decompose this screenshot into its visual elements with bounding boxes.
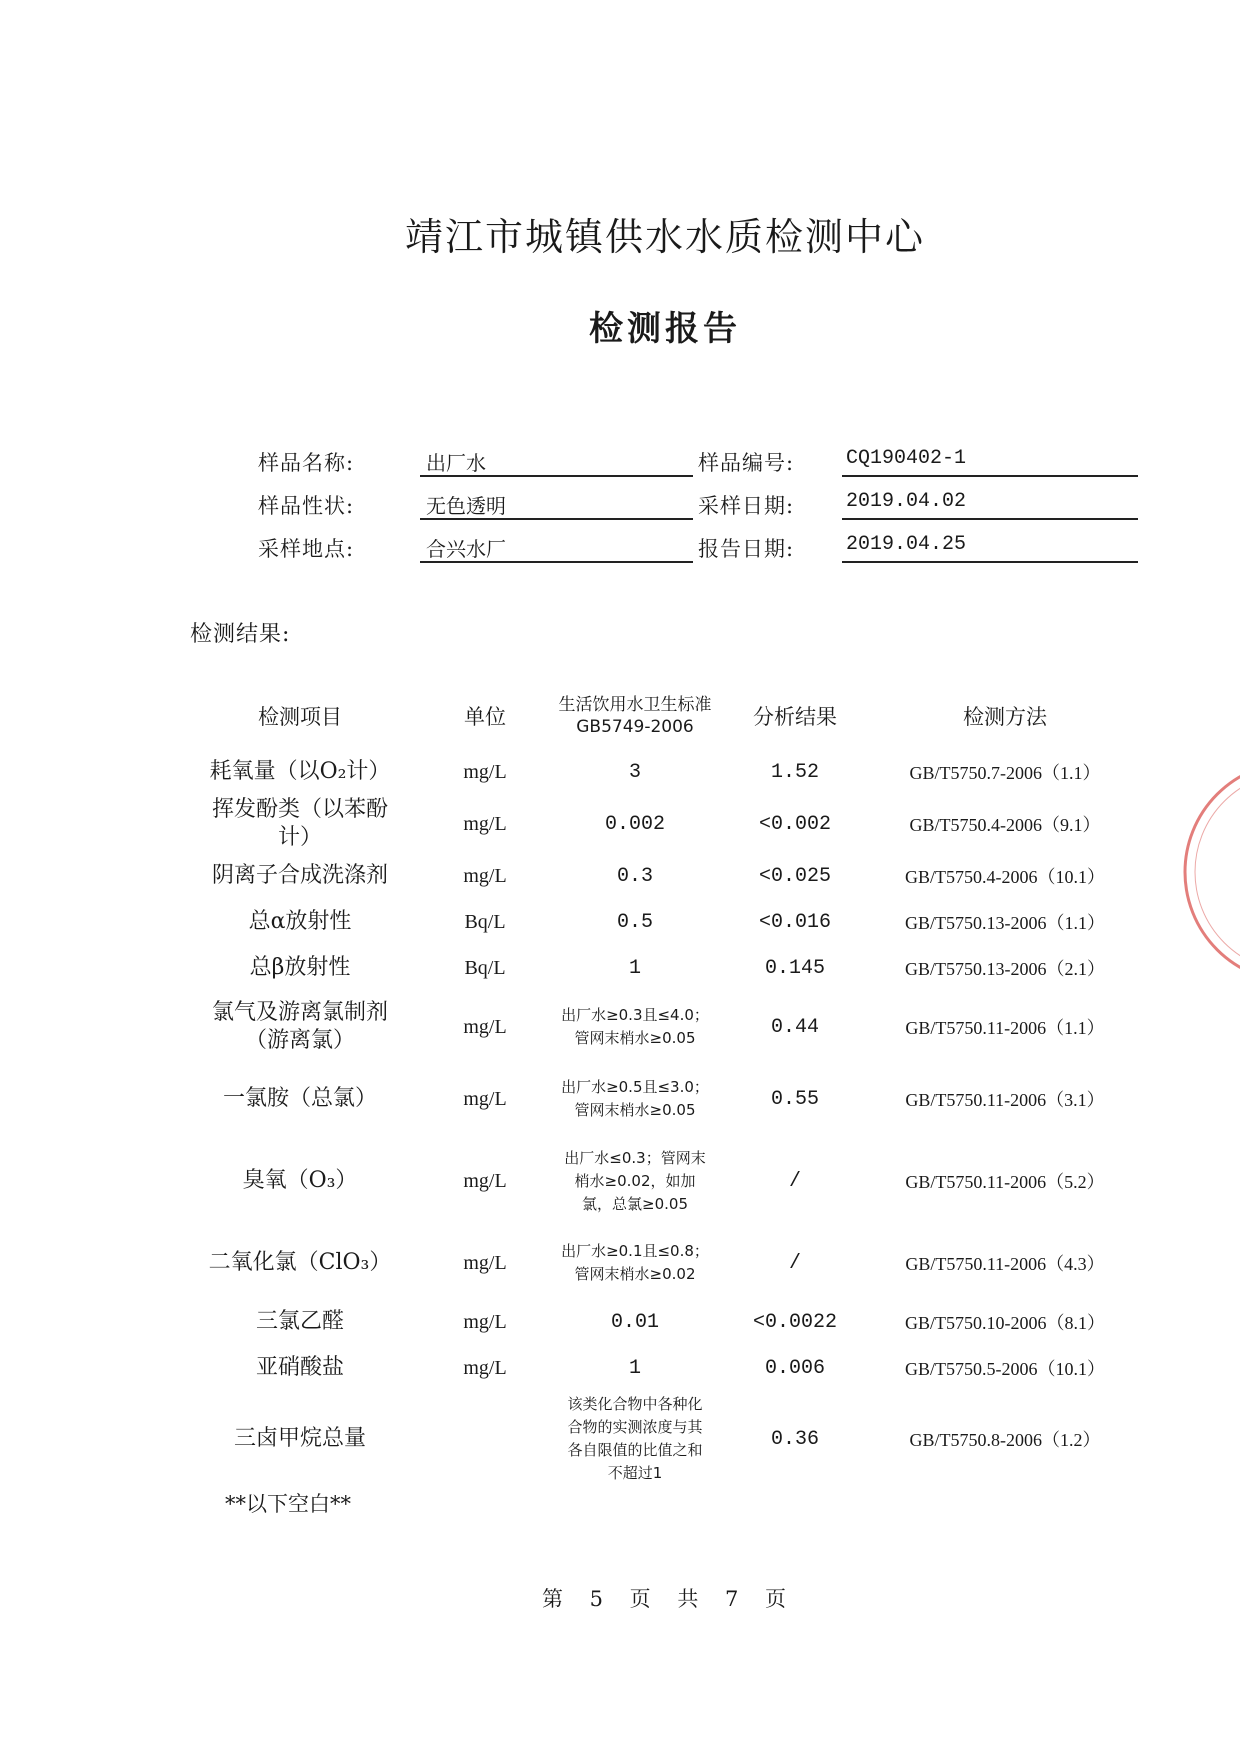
cell-method: GB/T5750.11-2006（5.2）	[905, 1172, 1105, 1192]
cell-standard: 出厂水≥0.1且≤0.8；管网末梢水≥0.02	[561, 1242, 709, 1283]
header-unit: 单位	[464, 705, 506, 729]
sample-id-value: CQ190402-1	[842, 447, 1138, 477]
cell-unit: mg/L	[463, 1356, 507, 1379]
cell-unit: mg/L	[463, 1087, 507, 1110]
cell-result: 1.52	[770, 760, 819, 784]
page-number-footer: 第 5 页 共 7 页	[541, 1587, 789, 1611]
sample-info-row	[0, 490, 1240, 524]
results-label: 检测结果:	[190, 622, 291, 647]
cell-item: 臭氧（O₃）	[242, 1168, 358, 1193]
table-row	[180, 795, 1140, 853]
cell-result: 0.55	[770, 1087, 819, 1111]
table-row	[180, 749, 1140, 795]
cell-standard: 0.002	[604, 812, 665, 836]
cell-item: 耗氧量（以O₂计）	[209, 759, 391, 784]
cell-unit: mg/L	[463, 1251, 507, 1274]
table-row	[180, 1135, 1140, 1227]
sample-state-label: 样品性状:	[258, 494, 355, 518]
cell-result: 0.006	[764, 1356, 825, 1380]
cell-result: 0.44	[770, 1015, 819, 1039]
official-seal-icon	[1175, 742, 1240, 1002]
cell-result: <0.0022	[752, 1310, 837, 1334]
report-date-label: 报告日期:	[698, 537, 795, 561]
cell-standard: 1	[628, 1356, 641, 1380]
sampling-date-label: 采样日期:	[698, 494, 795, 518]
organization-title: 靖江市城镇供水水质检测中心	[404, 215, 925, 259]
cell-item: 总α放射性	[248, 909, 352, 934]
sample-name-value: 出厂水	[420, 447, 693, 477]
cell-method: GB/T5750.11-2006（4.3）	[905, 1254, 1105, 1274]
sample-info-row	[0, 533, 1240, 567]
results-table	[180, 683, 1140, 1487]
cell-method: GB/T5750.4-2006（10.1）	[905, 867, 1105, 887]
cell-unit: mg/L	[463, 760, 507, 783]
cell-item: 一氯胺（总氯）	[222, 1086, 377, 1111]
table-row	[180, 945, 1140, 991]
cell-standard: 出厂水≥0.5且≤3.0；管网末梢水≥0.05	[561, 1078, 709, 1119]
cell-method: GB/T5750.10-2006（8.1）	[905, 1313, 1105, 1333]
cell-item: 氯气及游离氯制剂（游离氯）	[211, 1000, 388, 1053]
sample-name-label: 样品名称:	[258, 451, 355, 475]
cell-unit: mg/L	[463, 864, 507, 887]
table-row	[180, 1063, 1140, 1135]
cell-standard: 该类化合物中各种化合物的实测浓度与其各自限值的比值之和不超过1	[567, 1395, 703, 1482]
report-date-value: 2019.04.25	[842, 533, 1138, 563]
end-of-data-note: **以下空白**	[225, 1492, 351, 1516]
table-row	[180, 899, 1140, 945]
cell-result: /	[788, 1169, 801, 1193]
header-item: 检测项目	[258, 705, 342, 729]
cell-standard: 0.3	[616, 864, 653, 888]
cell-standard: 出厂水≤0.3；管网末梢水≥0.02，如加氯，总氯≥0.05	[564, 1148, 706, 1213]
cell-unit: mg/L	[463, 812, 507, 835]
cell-item: 三氯乙醛	[255, 1309, 344, 1334]
cell-standard: 0.01	[610, 1310, 659, 1334]
header-standard: 生活饮用水卫生标准GB5749-2006	[558, 695, 712, 737]
cell-method: GB/T5750.7-2006（1.1）	[909, 763, 1101, 783]
sampling-date-value: 2019.04.02	[842, 490, 1138, 520]
sample-id-label: 样品编号:	[698, 451, 795, 475]
sample-info-row	[0, 447, 1240, 481]
table-row	[180, 991, 1140, 1063]
table-header-row	[180, 683, 1140, 749]
cell-result: /	[788, 1251, 801, 1275]
cell-method: GB/T5750.11-2006（1.1）	[905, 1018, 1105, 1038]
cell-item: 亚硝酸盐	[255, 1355, 344, 1380]
table-row	[180, 1299, 1140, 1345]
cell-method: GB/T5750.4-2006（9.1）	[909, 815, 1101, 835]
table-row	[180, 1227, 1140, 1299]
table-row	[180, 1345, 1140, 1391]
sample-state-value: 无色透明	[420, 490, 693, 520]
cell-item: 总β放射性	[249, 955, 351, 980]
header-method: 检测方法	[963, 705, 1047, 729]
cell-standard: 3	[628, 760, 641, 784]
cell-method: GB/T5750.13-2006（2.1）	[905, 959, 1105, 979]
table-row	[180, 853, 1140, 899]
cell-method: GB/T5750.8-2006（1.2）	[909, 1430, 1101, 1450]
cell-result: <0.025	[758, 864, 831, 888]
document-title: 检测报告	[589, 309, 741, 349]
cell-unit: mg/L	[463, 1310, 507, 1333]
cell-standard: 0.5	[616, 910, 653, 934]
cell-standard: 1	[628, 956, 641, 980]
cell-method: GB/T5750.5-2006（10.1）	[905, 1359, 1105, 1379]
cell-unit: Bq/L	[464, 956, 506, 979]
table-row	[180, 1391, 1140, 1487]
cell-item: 三卤甲烷总量	[233, 1426, 366, 1451]
cell-item: 二氧化氯（ClO₃）	[208, 1250, 392, 1275]
cell-method: GB/T5750.13-2006（1.1）	[905, 913, 1105, 933]
cell-standard: 出厂水≥0.3且≤4.0；管网末梢水≥0.05	[561, 1006, 709, 1047]
sampling-location-label: 采样地点:	[258, 537, 355, 561]
cell-unit: mg/L	[463, 1015, 507, 1038]
cell-unit: Bq/L	[464, 910, 506, 933]
header-result: 分析结果	[753, 705, 837, 729]
cell-item: 阴离子合成洗涤剂	[211, 863, 388, 888]
cell-unit: mg/L	[463, 1169, 507, 1192]
sampling-location-value: 合兴水厂	[420, 533, 693, 563]
cell-result: 0.145	[764, 956, 825, 980]
cell-unit	[420, 1391, 550, 1487]
cell-result: <0.002	[758, 812, 831, 836]
cell-method: GB/T5750.11-2006（3.1）	[905, 1090, 1105, 1110]
cell-result: 0.36	[770, 1427, 819, 1451]
cell-item: 挥发酚类（以苯酚计）	[211, 797, 388, 850]
cell-result: <0.016	[758, 910, 831, 934]
